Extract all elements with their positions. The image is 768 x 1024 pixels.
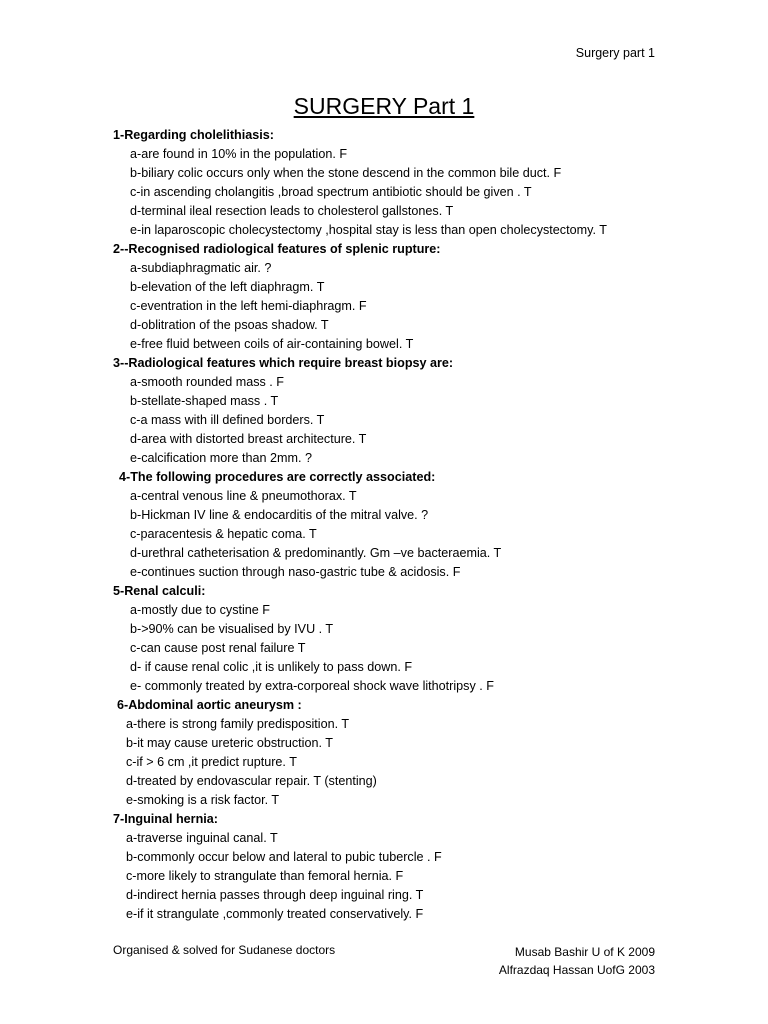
running-header: Surgery part 1 (575, 46, 655, 60)
question-option: d-treated by endovascular repair. T (stenting) (126, 774, 377, 788)
question-option: d-area with distorted breast architecture. T (130, 432, 367, 446)
question-option: b-commonly occur below and lateral to pubic tubercle . F (126, 850, 442, 864)
question-option: a-are found in 10% in the population. F (130, 147, 348, 161)
question-option: b-biliary colic occurs only when the stone descend in the common bile duct. F (130, 166, 562, 180)
question-heading: 5-Renal calculi: (113, 584, 206, 598)
question-2 (113, 240, 713, 354)
question-option: a-there is strong family predisposition. T (126, 717, 350, 731)
question-option: e-calcification more than 2mm. ? (130, 451, 312, 465)
question-option: c-if > 6 cm ,it predict rupture. T (126, 755, 297, 769)
question-option: c-more likely to strangulate than femoral hernia. F (126, 869, 404, 883)
question-5 (113, 582, 713, 696)
question-option: a-traverse inguinal canal. T (126, 831, 278, 845)
question-heading: 2--Recognised radiological features of splenic rupture: (113, 242, 441, 256)
question-heading: 4-The following procedures are correctly associated: (119, 470, 436, 484)
question-1 (113, 126, 713, 240)
question-option: c-a mass with ill defined borders. T (130, 413, 325, 427)
question-option: d- if cause renal colic ,it is unlikely to pass down. F (130, 660, 413, 674)
question-option: e-smoking is a risk factor. T (126, 793, 280, 807)
question-option: d-indirect hernia passes through deep inguinal ring. T (126, 888, 424, 902)
question-6 (113, 696, 713, 810)
question-option: a-smooth rounded mass . F (130, 375, 284, 389)
question-option: c-can cause post renal failure T (130, 641, 306, 655)
footer-authors (499, 943, 655, 979)
question-option: a-subdiaphragmatic air. ? (130, 261, 272, 275)
question-option: b-elevation of the left diaphragm. T (130, 280, 325, 294)
question-option: e-continues suction through naso-gastric tube & acidosis. F (130, 565, 461, 579)
question-option: d-terminal ileal resection leads to cholesterol gallstones. T (130, 204, 454, 218)
question-option: e- commonly treated by extra-corporeal shock wave lithotripsy . F (130, 679, 494, 693)
question-option: a-central venous line & pneumothorax. T (130, 489, 357, 503)
question-option: b-Hickman IV line & endocarditis of the mitral valve. ? (130, 508, 429, 522)
question-heading: 3--Radiological features which require breast biopsy are: (113, 356, 454, 370)
question-heading: 6-Abdominal aortic aneurysm : (117, 698, 302, 712)
question-list (113, 126, 713, 924)
question-option: e-in laparoscopic cholecystectomy ,hospital stay is less than open cholecystectomy. T (130, 223, 607, 237)
question-7 (113, 810, 713, 924)
question-option: e-free fluid between coils of air-containing bowel. T (130, 337, 414, 351)
question-3 (113, 354, 713, 468)
question-heading: 1-Regarding cholelithiasis: (113, 128, 274, 142)
question-4 (113, 468, 713, 582)
page-title: SURGERY Part 1 (293, 93, 475, 119)
footer-author-2: Alfrazdaq Hassan UofG 2003 (498, 963, 655, 977)
question-option: d-oblitration of the psoas shadow. T (130, 318, 329, 332)
question-option: d-urethral catheterisation & predominantly. Gm –ve bacteraemia. T (130, 546, 502, 560)
question-option: c-paracentesis & hepatic coma. T (130, 527, 317, 541)
question-option: b-stellate-shaped mass . T (130, 394, 279, 408)
question-option: e-if it strangulate ,commonly treated conservatively. F (126, 907, 424, 921)
footer-organiser-note: Organised & solved for Sudanese doctors (113, 943, 336, 957)
question-option: b->90% can be visualised by IVU . T (130, 622, 334, 636)
footer-author-1: Musab Bashir U of K 2009 (514, 945, 655, 959)
question-option: b-it may cause ureteric obstruction. T (126, 736, 333, 750)
question-option: c-eventration in the left hemi-diaphragm. F (130, 299, 367, 313)
question-option: c-in ascending cholangitis ,broad spectrum antibiotic should be given . T (130, 185, 532, 199)
question-option: a-mostly due to cystine F (130, 603, 270, 617)
question-heading: 7-Inguinal hernia: (113, 812, 218, 826)
